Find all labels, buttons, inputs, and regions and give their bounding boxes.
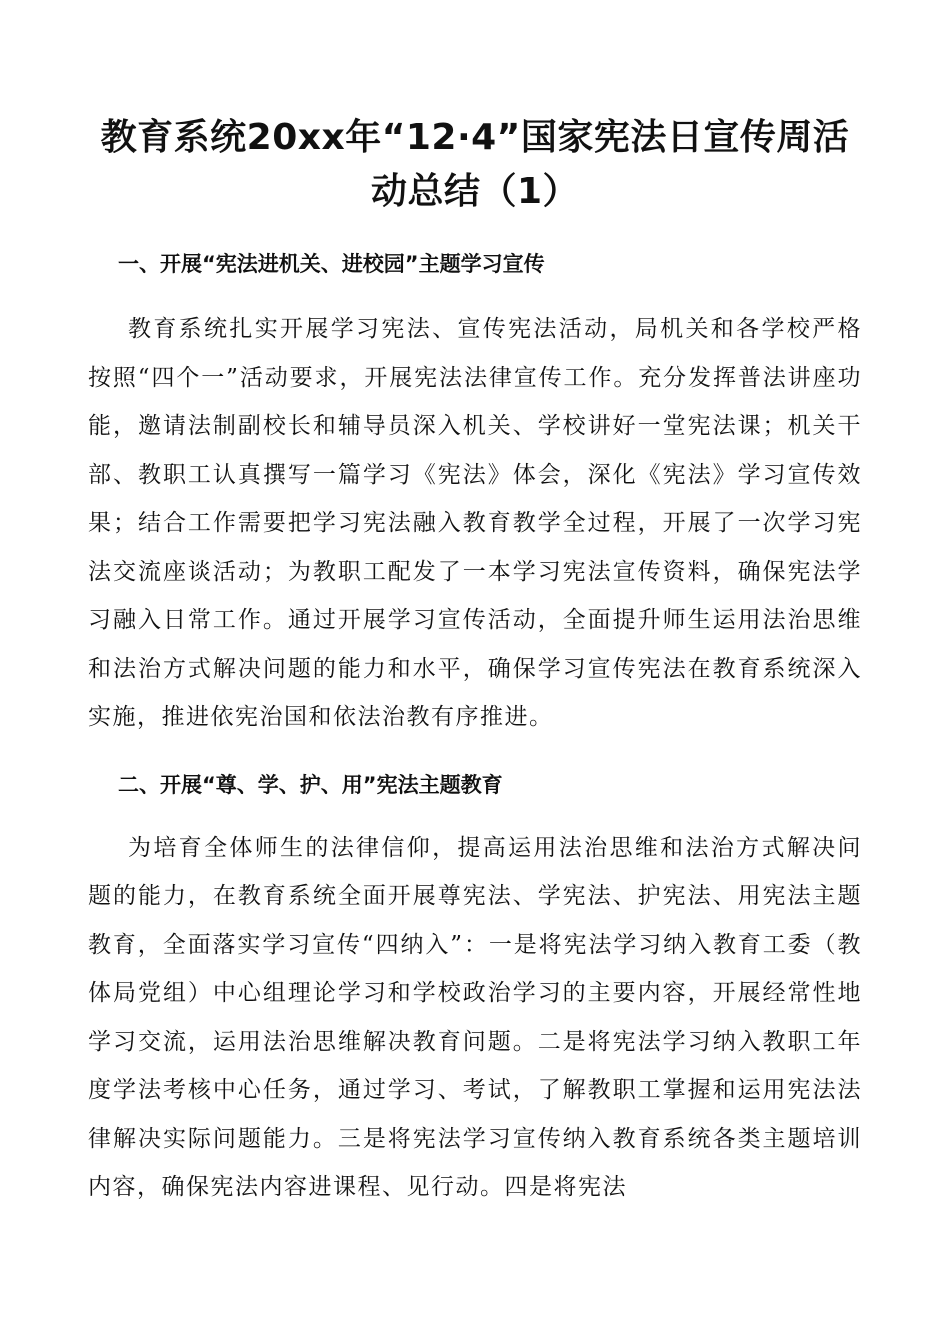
section-2-paragraph: 为培育全体师生的法律信仰，提高运用法治思维和法治方式解决问题的能力，在教育系统全面开展尊宪法、学宪法、护宪法、用宪法主题教育，全面落实学习宣传“四纳入”：一是将宪法学习纳入教育工委（教体局党组）中心组理论学习和学校政治学习的主要内容，开展经常性地学习交流，运用法治思维解决教育问题。二是将宪法学习纳入教职工年度学法考核中心任务，通过学习、考试，了解教职工掌握和运用宪法法律解决实际问题能力。三是将宪法学习宣传纳入教育系统各类主题培训内容，确保宪法内容进课程、见行动。四是将宪法	[88, 834, 862, 1200]
section-2-heading: 二、开展“尊、学、护、用”宪法主题教育	[118, 772, 503, 797]
section-1-paragraph: 教育系统扎实开展学习宪法、宣传宪法活动，局机关和各学校严格按照“四个一”活动要求，开展宪法法律宣传工作。充分发挥普法讲座功能，邀请法制副校长和辅导员深入机关、学校讲好一堂宪法课；机关干部、教职工认真撰写一篇学习《宪法》体会，深化《宪法》学习宣传效果；结合工作需要把学习宪法融入教育教学全过程，开展了一次学习宪法交流座谈活动；为教职工配发了一本学习宪法宣传资料，确保宪法学习融入日常工作。通过开展学习宣传活动，全面提升师生运用法治思维和法治方式解决问题的能力和水平，确保学习宣传宪法在教育系统深入实施，推进依宪治国和依法治教有序推进。	[88, 316, 862, 730]
document-title: 教育系统20xx年“12·4”国家宪法日宣传周活动总结（1）	[100, 117, 850, 212]
section-1-heading: 一、开展“宪法进机关、进校园”主题学习宣传	[118, 252, 545, 276]
